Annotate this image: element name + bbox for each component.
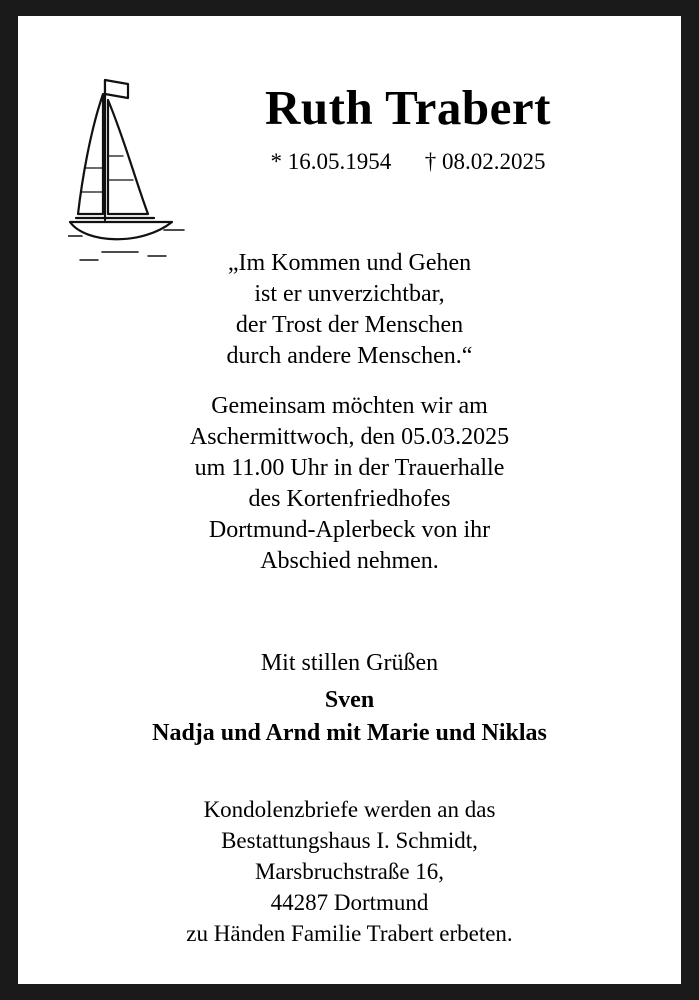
closing-greeting: Mit stillen Grüßen — [260, 650, 439, 676]
quote-line: ist er unverzichtbar, — [254, 281, 445, 307]
ceremony-line: Aschermittwoch, den 05.03.2025 — [189, 424, 510, 450]
life-dates — [148, 148, 668, 176]
quote-line: „Im Kommen und Gehen — [227, 250, 472, 276]
condolence-line: 44287 Dortmund — [270, 890, 429, 915]
ceremony-line: Dortmund-Aplerbeck von ihr — [208, 517, 491, 543]
quote-line: durch andere Menschen.“ — [226, 343, 473, 369]
ceremony-line: des Kortenfriedhofes — [248, 486, 451, 512]
family-name-line: Sven — [324, 687, 375, 713]
obituary-header — [18, 54, 681, 184]
quote-line: der Trost der Menschen — [235, 312, 464, 338]
ceremony-details — [18, 391, 681, 577]
death-date: 08.02.2025 — [442, 149, 546, 174]
condolence-line: Marsbruchstraße 16, — [254, 859, 445, 884]
ceremony-line: um 11.00 Uhr in der Trauerhalle — [194, 455, 505, 481]
page-title: Ruth Trabert — [265, 80, 551, 135]
obituary-card — [18, 16, 681, 984]
death-symbol: † — [424, 149, 437, 174]
birth-symbol: * — [270, 149, 282, 174]
ceremony-line: Gemeinsam möchten wir am — [211, 393, 488, 419]
family-names — [18, 684, 681, 750]
condolence-line: Bestattungshaus I. Schmidt, — [221, 828, 478, 853]
ceremony-line: Abschied nehmen. — [260, 548, 439, 574]
family-name-line: Nadja und Arnd mit Marie und Niklas — [152, 720, 547, 746]
condolence-line: Kondolenzbriefe werden an das — [203, 797, 496, 822]
memorial-quote — [18, 248, 681, 372]
condolence-address — [18, 794, 681, 949]
birth-date: 16.05.1954 — [287, 149, 392, 174]
condolence-line: zu Händen Familie Trabert erbeten. — [186, 921, 513, 946]
